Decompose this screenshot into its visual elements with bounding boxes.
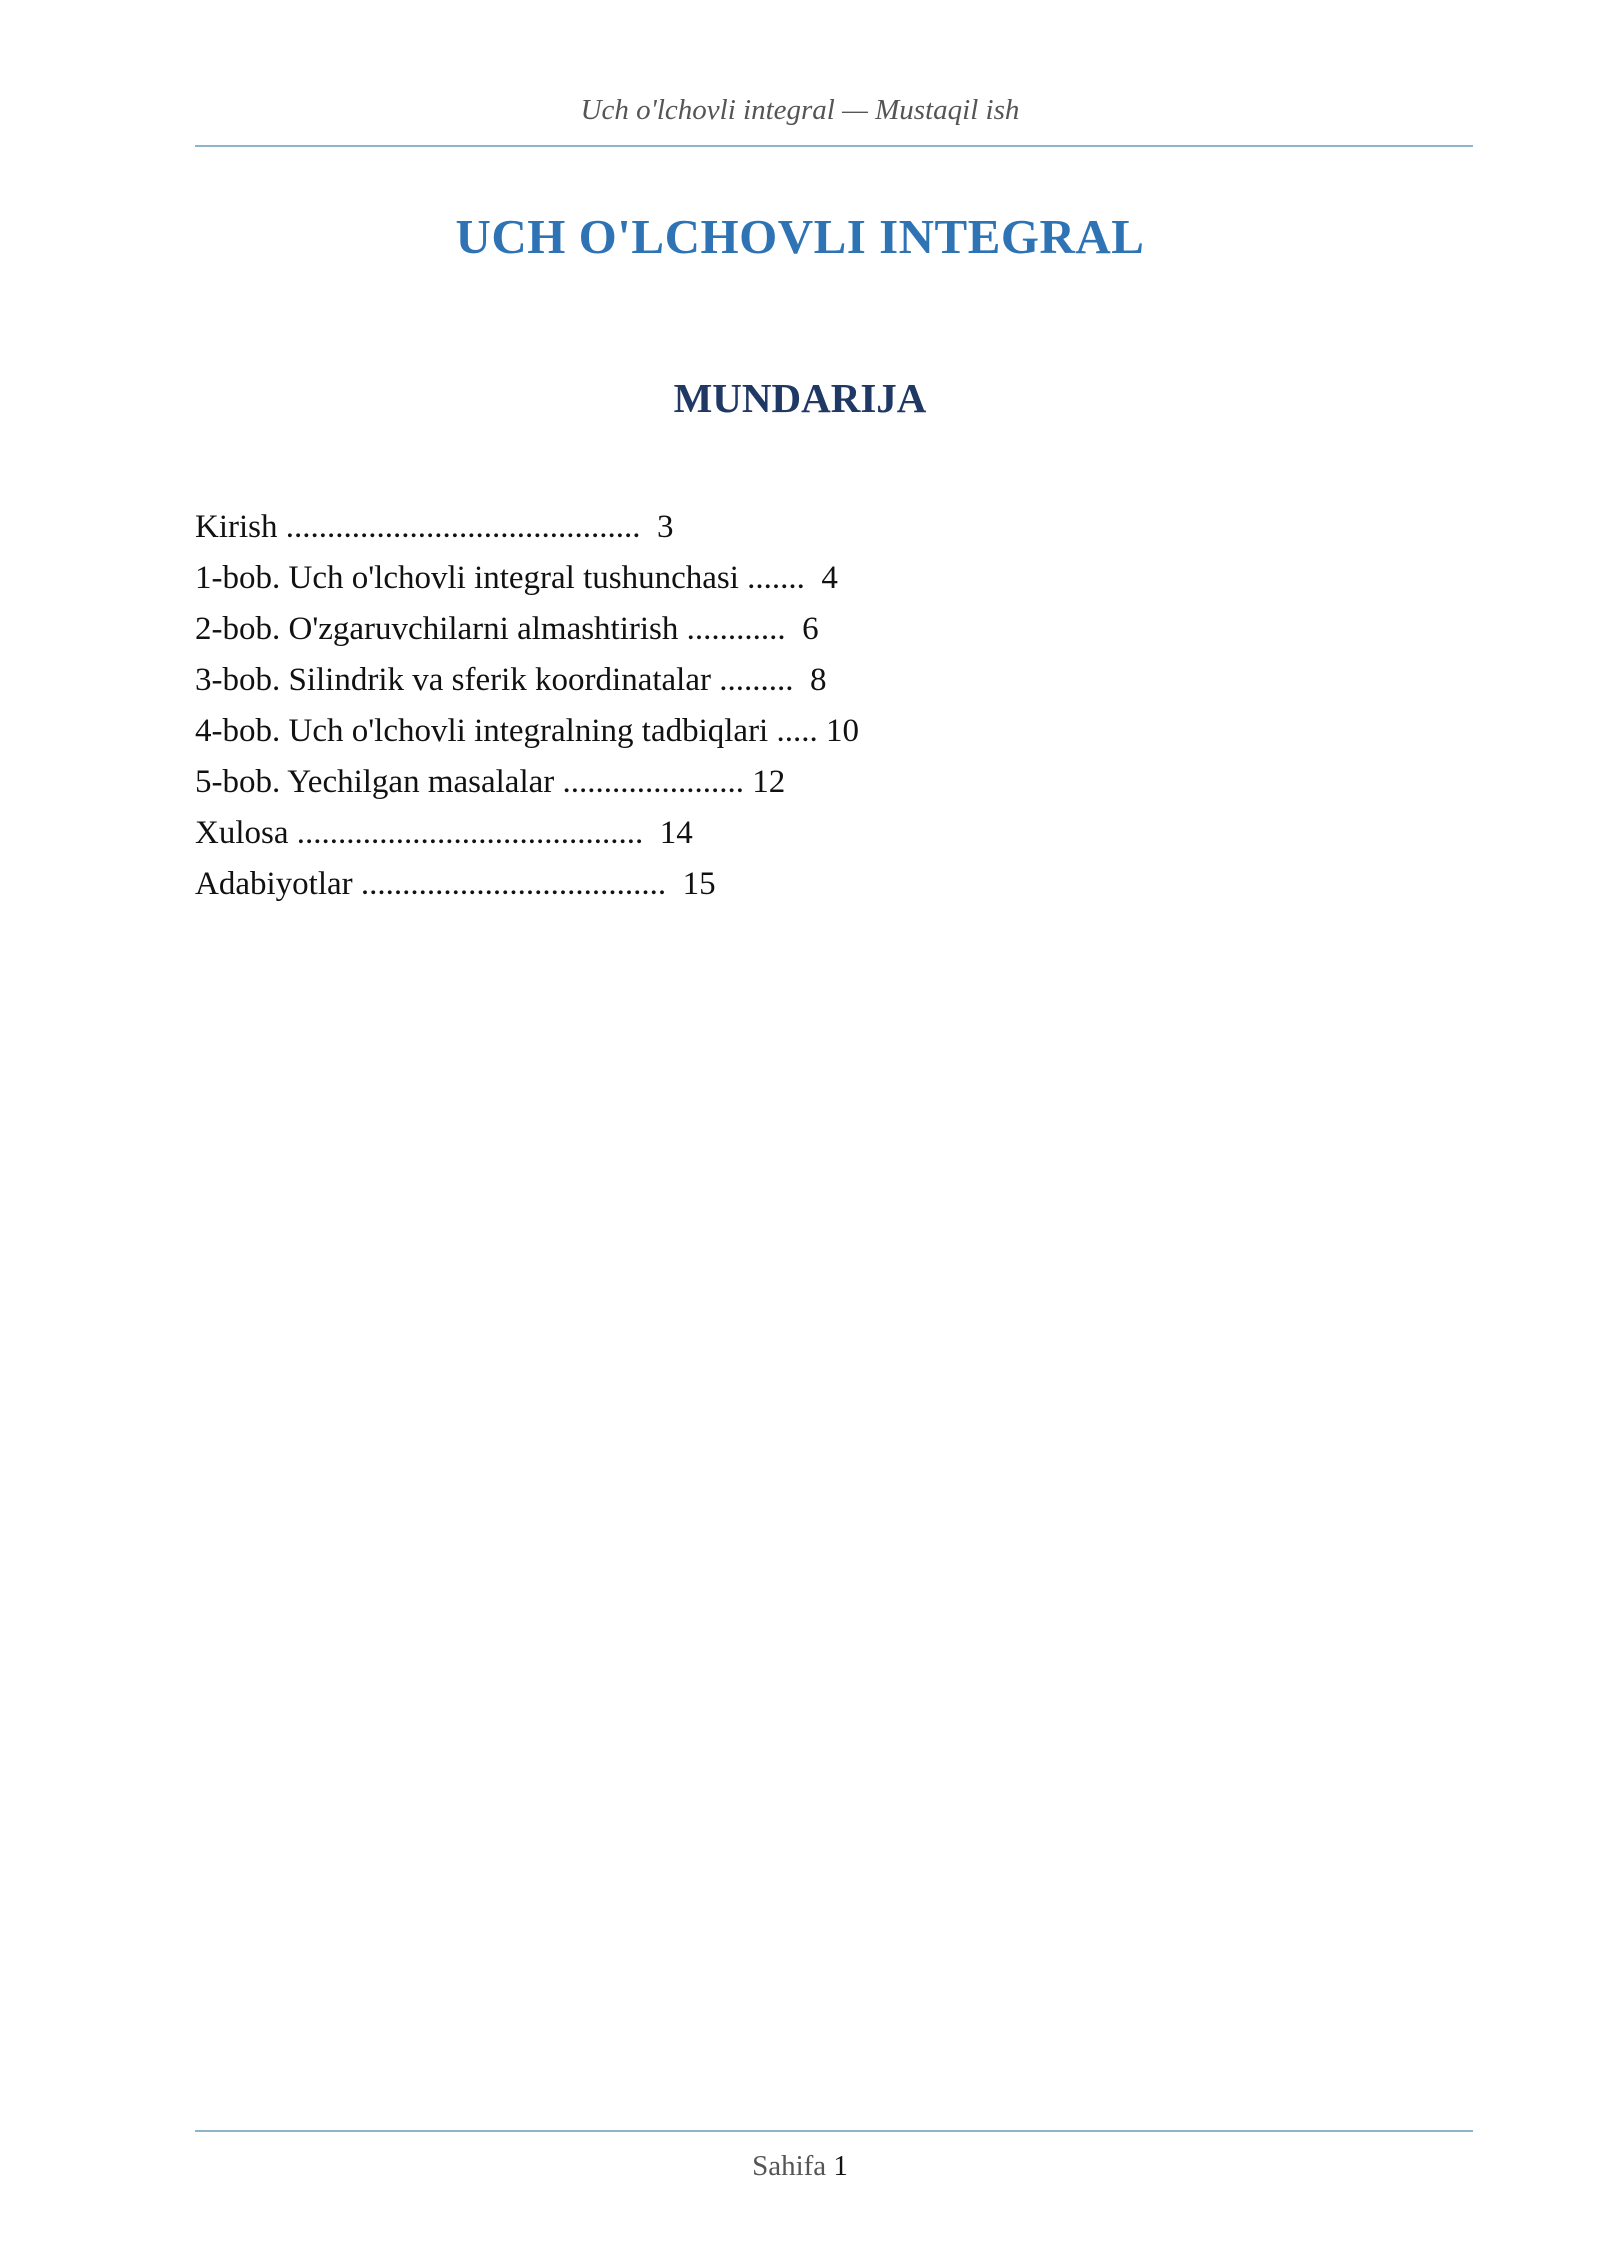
toc-leader-dots: .......................................... — [288, 815, 652, 851]
toc-entry-label: 4-bob. Uch o'lchovli integralning tadbiqlari — [195, 713, 769, 749]
toc-entry-label: Adabiyotlar — [195, 866, 353, 902]
toc-leader-dots: ..................................... — [352, 866, 675, 902]
table-of-contents — [195, 502, 859, 910]
toc-leader-dots: ..... — [768, 713, 826, 749]
document-title: UCH O'LCHOVLI INTEGRAL — [455, 209, 1145, 264]
toc-entry-adabiyotlar[interactable] — [195, 859, 859, 910]
toc-leader-dots: ......... — [710, 662, 802, 698]
toc-leader-dots: ............ — [678, 611, 794, 647]
toc-entry-bob-4[interactable] — [195, 706, 859, 757]
toc-entry-bob-3[interactable] — [195, 655, 859, 706]
header-divider — [195, 145, 1473, 147]
toc-entry-xulosa[interactable] — [195, 808, 859, 859]
footer-divider — [195, 2130, 1473, 2132]
toc-page-number: 12 — [752, 764, 786, 800]
toc-leader-dots: ...................... — [554, 764, 753, 800]
toc-page-number: 6 — [793, 611, 819, 647]
toc-page-number: 14 — [651, 815, 693, 851]
page-number: 1 — [833, 2150, 848, 2182]
toc-entry-label: 3-bob. Silindrik va sferik koordinatalar — [195, 662, 711, 698]
toc-heading: MUNDARIJA — [673, 375, 927, 421]
toc-entry-label: Kirish — [195, 509, 278, 545]
toc-page-number: 3 — [648, 509, 674, 545]
toc-entry-label: 5-bob. Yechilgan masalalar — [195, 764, 555, 800]
toc-page-number: 15 — [674, 866, 716, 902]
running-header: Uch o'lchovli integral — Mustaqil ish — [580, 94, 1020, 126]
page-footer — [0, 2150, 1600, 2183]
page-label: Sahifa — [752, 2150, 827, 2182]
toc-page-number: 8 — [801, 662, 827, 698]
toc-entry-bob-2[interactable] — [195, 604, 859, 655]
toc-leader-dots: ........................................... — [277, 509, 649, 545]
toc-entry-label: 2-bob. O'zgaruvchilarni almashtirish — [195, 611, 679, 647]
toc-entry-bob-5[interactable] — [195, 757, 859, 808]
toc-entry-kirish[interactable] — [195, 502, 859, 553]
toc-page-number: 4 — [813, 560, 838, 596]
toc-entry-label: Xulosa — [195, 815, 289, 851]
toc-entry-bob-1[interactable] — [195, 553, 859, 604]
toc-page-number: 10 — [825, 713, 859, 749]
toc-entry-label: 1-bob. Uch o'lchovli integral tushunchasi — [195, 560, 739, 596]
toc-leader-dots: ....... — [738, 560, 814, 596]
